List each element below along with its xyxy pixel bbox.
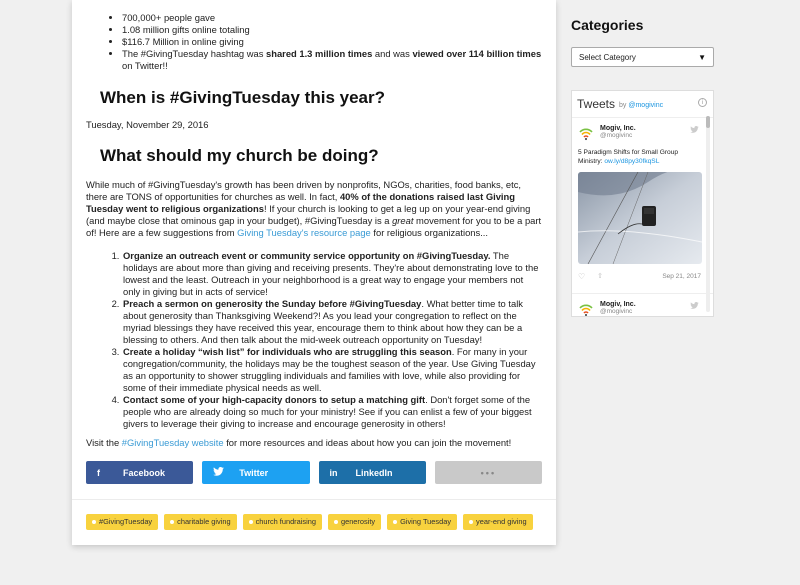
suggestion-item (122, 346, 542, 394)
text: The #GivingTuesday hashtag was (122, 48, 267, 59)
stat-item: • $116.7 Million in online giving (122, 36, 542, 48)
tag-list (86, 514, 542, 530)
tag-label: generosity (340, 517, 376, 526)
tag[interactable] (86, 514, 158, 530)
text: Visit the (86, 437, 122, 448)
tag-label: church fundraising (255, 517, 316, 526)
tag-dot-icon (249, 520, 253, 524)
share-icon[interactable]: ⇧ (597, 273, 604, 280)
tag-label: #GivingTuesday (99, 517, 153, 526)
tweets-title: Tweets (577, 97, 616, 111)
text: The holidays are about more than giving and receiving presents. They're about demonstrating love to the lowest and the least. Outreach in your neighborhood is a great way to engage your members not only in giving but in acts of service! (123, 250, 539, 297)
twitter-bird-icon[interactable] (690, 126, 699, 133)
linkedin-label: LinkedIn (355, 467, 393, 478)
twitter-timeline-widget (571, 90, 714, 317)
text: for religious organizations... (370, 227, 489, 238)
tag-label: Giving Tuesday (400, 517, 452, 526)
tag-dot-icon (92, 520, 96, 524)
facebook-icon: f (97, 467, 100, 478)
tweet-text (578, 148, 701, 166)
stat-item: • 700,000+ people gave (122, 12, 542, 24)
suggestion-item (122, 394, 542, 430)
linkedin-icon: in (329, 467, 338, 478)
tag-dot-icon (170, 520, 174, 524)
text: and was (372, 48, 413, 59)
heading-when: When is #GivingTuesday this year? (100, 88, 385, 107)
stat-item: • 1.08 million gifts online totaling (122, 24, 542, 36)
mogiv-wifi-logo-icon[interactable] (578, 126, 594, 142)
bold-text: Contact some of your high-capacity donors to setup a matching gift (123, 394, 426, 405)
category-select-value: Select Category (579, 52, 636, 62)
more-share-button[interactable]: ••• (435, 461, 542, 484)
mogiv-wifi-logo-icon[interactable] (578, 302, 594, 317)
bold-text: viewed over 114 billion times (412, 48, 542, 59)
linkedin-share-button[interactable] (319, 461, 426, 484)
text: by (619, 102, 627, 109)
info-icon[interactable]: i (698, 98, 707, 107)
text: ! If your church is looking to get a leg up on your year-end giving (and maybe close that ominous gap in your budget), #GivingTuesday is a (86, 203, 531, 226)
tweet-author-name[interactable]: Mogiv, Inc. (600, 125, 636, 132)
text: . What better time to talk about generosity than Thanksgiving Weekend?! As you lead your congregation to reflect on the myriad blessings they have received this year, encourage them to think about how they can be a blessing to others. And then talk about the mid-week outreach opportunity on Tuesday! (123, 298, 523, 345)
twitter-bird-icon (213, 467, 227, 478)
article-card (72, 0, 556, 545)
tweet-actions (578, 271, 701, 281)
categories-title: Categories (571, 17, 644, 33)
facebook-label: Facebook (123, 467, 166, 478)
bold-text: 40% of the donations raised last Giving Tuesday went to religious organizations (86, 191, 515, 214)
stats-list (122, 12, 542, 72)
dropdown-arrow-icon: ▼ (698, 52, 706, 62)
bold-text: Create a holiday “wish list” for individuals who are struggling this season (123, 346, 452, 357)
suggestions-list (122, 250, 542, 430)
bold-text: Organize an outreach event or community service opportunity on #GivingTuesday. (123, 250, 491, 261)
suggestion-item (122, 298, 542, 346)
text: . Don't forget some of the people who are already doing so much for your ministry! See if you can enlist a few of your biggest givers to leverage their giving to increase and encourage generosity in others! (123, 394, 532, 429)
tweet (572, 118, 713, 281)
twitter-bird-icon[interactable] (690, 302, 699, 309)
tag[interactable] (328, 514, 381, 530)
tweet-author-handle[interactable]: @mogivinc (600, 308, 633, 315)
tweet-author-handle[interactable]: @mogivinc (600, 132, 633, 139)
category-select[interactable] (571, 47, 714, 67)
text: on Twitter!! (122, 60, 168, 71)
heading-what: What should my church be doing? (100, 146, 379, 165)
em-text: great (392, 215, 414, 226)
sidebar (571, 0, 714, 317)
tweet-photo[interactable] (578, 172, 702, 264)
tweets-scrollbar-thumb[interactable] (706, 116, 710, 128)
text: movement for you to be a part of! Here are a few suggestions from (86, 215, 542, 238)
intro-paragraph (86, 179, 542, 239)
suggestion-item (122, 250, 542, 298)
tweet-link[interactable]: ow.ly/d8py30fkqSL (604, 158, 660, 165)
bold-text: shared 1.3 million times (266, 48, 373, 59)
text: 5 Paradigm Shifts for Small Group Ministry: (578, 149, 679, 165)
heart-icon[interactable]: ♡ (578, 271, 586, 281)
tag[interactable] (387, 514, 457, 530)
bold-text: Preach a sermon on generosity the Sunday before #GivingTuesday (123, 298, 422, 309)
tweets-handle-link[interactable]: @mogivinc (628, 102, 664, 109)
text: . For many in your congregation/community, the holidays may be the toughest season of the year. Use Giving Tuesday as an opportunity to shower struggling individuals and families with love, while also providing for some of their immediate physical needs as well. (123, 346, 536, 393)
tag-dot-icon (334, 520, 338, 524)
event-date: Tuesday, November 29, 2016 (86, 119, 209, 130)
tweets-scrollbar[interactable] (706, 116, 710, 312)
tweet-date[interactable]: Sep 21, 2017 (662, 272, 701, 280)
divider (72, 499, 556, 500)
tag-label: year-end giving (476, 517, 527, 526)
twitter-label: Twitter (239, 467, 269, 478)
facebook-share-button[interactable] (86, 461, 193, 484)
giving-tuesday-website-link[interactable]: #GivingTuesday website (121, 437, 224, 448)
tweets-header (572, 95, 713, 113)
tweet (572, 293, 713, 315)
twitter-share-button[interactable] (202, 461, 309, 484)
tag-dot-icon (393, 520, 397, 524)
tag[interactable] (463, 514, 533, 530)
tweets-by (619, 102, 663, 109)
resource-page-link[interactable]: Giving Tuesday's resource page (237, 227, 371, 238)
share-buttons (86, 461, 542, 484)
stat-item-hashtag (122, 48, 542, 72)
text: While much of #GivingTuesday's growth has been driven by nonprofits, NGOs, charities, food banks, etc, there are TONS of opportunities for churches as well. In fact, (86, 179, 521, 202)
tag[interactable] (164, 514, 236, 530)
tweet-author-name[interactable]: Mogiv, Inc. (600, 301, 636, 308)
tag-label: charitable giving (177, 517, 231, 526)
visit-paragraph (86, 437, 542, 449)
tag[interactable] (243, 514, 322, 530)
tag-dot-icon (469, 520, 473, 524)
text: for more resources and ideas about how you can join the movement! (223, 437, 512, 448)
